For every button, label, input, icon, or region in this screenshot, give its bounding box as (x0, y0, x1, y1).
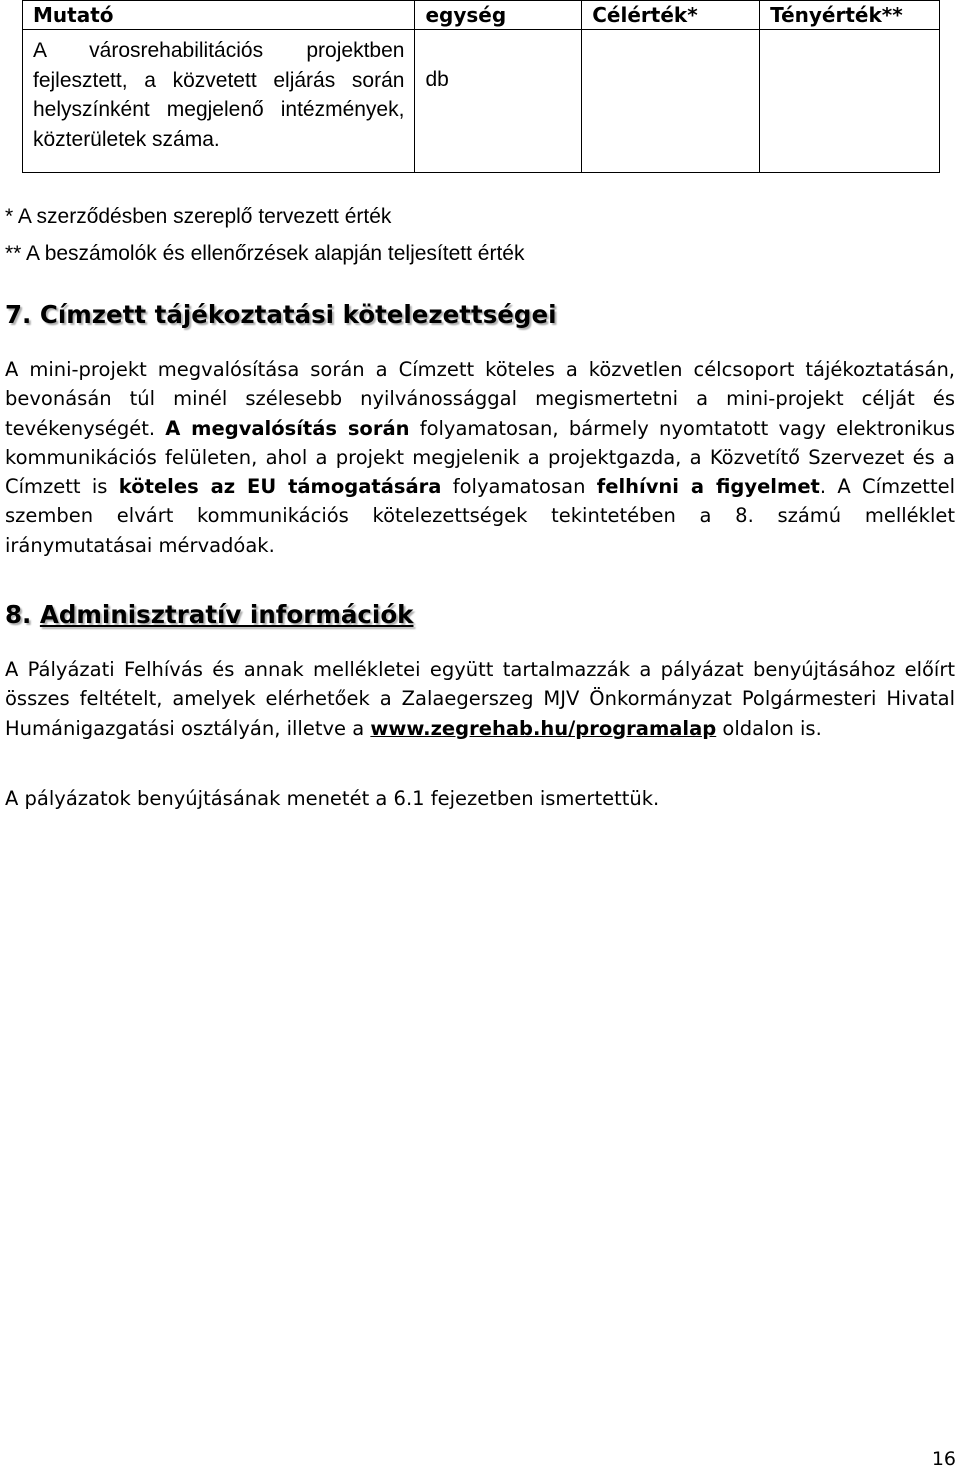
text-span: A Pályázati Felhívás és annak mellékletei együtt tartalmazzák a pályázat benyújtásához előírt összes feltételt, amelyek elérhetőek a Zalaegerszeg MJV Önkormányzat Polgármesteri Hivatal Humánigazgatási osztályán, illetve a (5, 658, 955, 740)
cell-tenyertek (760, 30, 940, 173)
text-span: folyamatosan (441, 475, 597, 499)
cell-egyseg (415, 30, 582, 173)
section-8-paragraph-1 (5, 655, 955, 743)
text-span: oldalon is. (716, 716, 822, 740)
bold-span: A megvalósítás során (165, 416, 410, 440)
table-row (23, 30, 940, 173)
footnote-planned: * A szerződésben szereplő tervezett érték (5, 205, 392, 228)
text-span: A mini-projekt megvalósítása során a Címzett köteles a közvetlen célcsoport tájékoztatásán, bevonásán túl minél szélesebb nyilvánossággal megismertetni a mini-projekt célját és tevékenységét. (5, 358, 955, 440)
indicator-unit: db (425, 68, 449, 91)
cell-mutato (23, 30, 415, 173)
text-span: . A Címzettel szemben elvárt kommunikációs kötelezettségek tekintetében a 8. számú melléklet iránymutatásai mérvadóak. (5, 475, 956, 557)
bold-span: köteles az EU támogatására (118, 475, 442, 499)
section-7-heading (5, 300, 556, 329)
table-header-row (23, 1, 940, 30)
text-span: folyamatosan, bármely nyomtatott vagy elektronikus kommunikációs felületen, ahol a projekt megjelenik a projektgazda, a Közvetítő Szervezet és a Címzett is (5, 416, 956, 499)
indicator-table (22, 0, 940, 173)
section-8-number: 8. (5, 600, 32, 629)
header-mutato: Mutató (23, 1, 415, 30)
section-8-paragraph-2: A pályázatok benyújtásának menetét a 6.1 fejezetben ismertettük. (5, 787, 660, 810)
indicator-description: A városrehabilitációs projektben fejlesztett, a közvetett eljárás során helyszínként megjelenő intézmények, közterületek száma. (33, 39, 405, 151)
section-7-paragraph (5, 355, 955, 560)
header-egyseg: egység (415, 1, 582, 30)
cell-celertek (582, 30, 760, 173)
bold-span: felhívni a figyelmet (596, 475, 820, 499)
footnote-actual: ** A beszámolók és ellenőrzések alapján teljesített érték (5, 242, 525, 265)
table-footnotes (5, 198, 524, 272)
header-tenyertek: Tényérték** (760, 1, 940, 30)
section-7-number: 7. (5, 300, 32, 329)
section-8-title: Adminisztratív információk (39, 600, 414, 629)
program-link[interactable]: www.zegrehab.hu/programalap (370, 716, 717, 740)
page-number: 16 (931, 1448, 956, 1470)
section-7-title: Címzett tájékoztatási kötelezettségei (39, 300, 557, 329)
header-celertek: Célérték* (582, 1, 760, 30)
section-8-heading (5, 600, 413, 629)
